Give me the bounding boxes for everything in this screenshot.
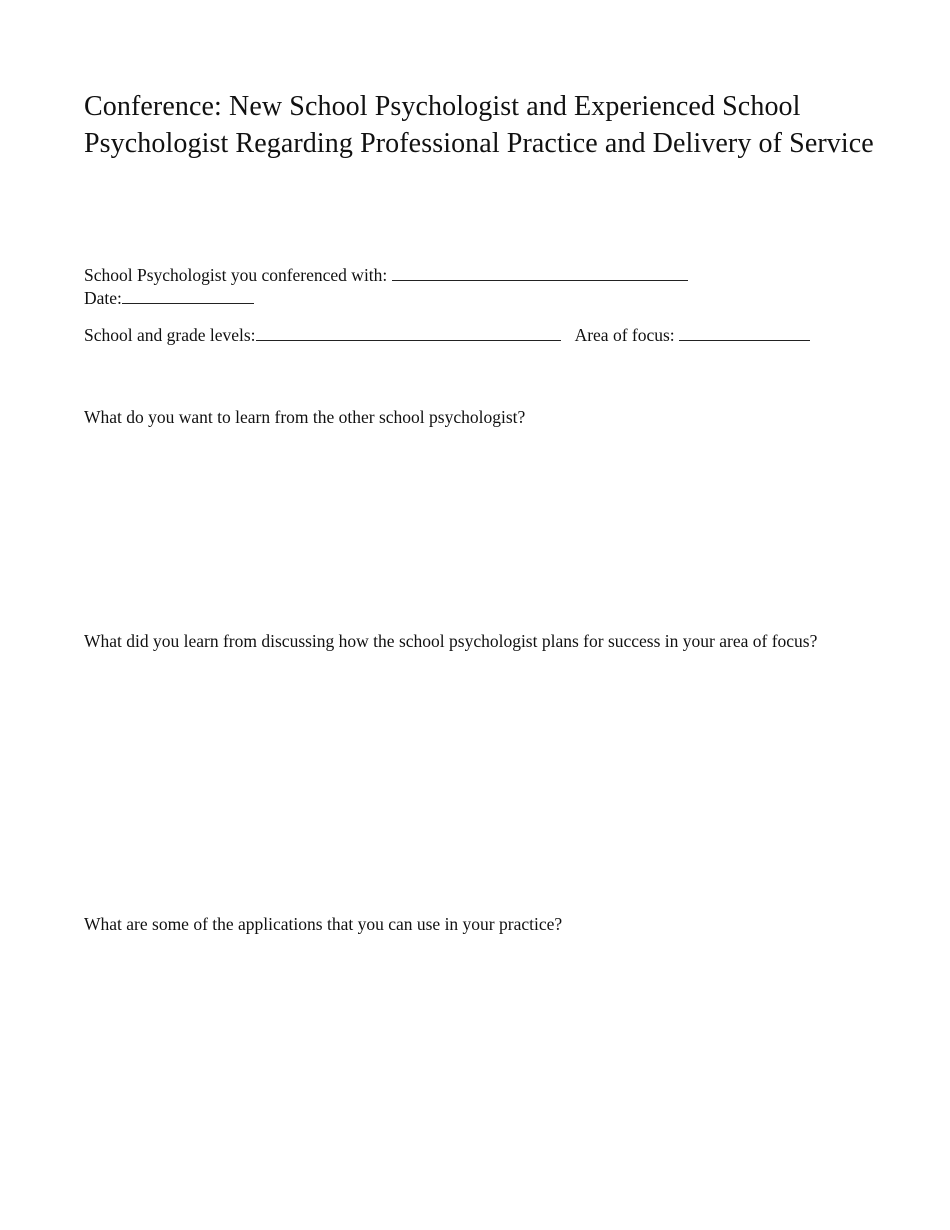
page-title: Conference: New School Psychologist and Experienced School Psychologist Regarding Professional Practice and Delivery of Service: [84, 91, 874, 159]
school-grade-blank[interactable]: [256, 326, 561, 341]
date-blank[interactable]: [122, 289, 254, 304]
psychologist-field-row: [84, 264, 884, 287]
psychologist-blank[interactable]: [392, 266, 688, 281]
date-field-row: [84, 287, 884, 310]
question-applications: What are some of the applications that you can use in your practice?: [84, 914, 563, 934]
date-label: Date:: [84, 288, 122, 308]
question-plans-for-success: What did you learn from discussing how the school psychologist plans for success in your area of focus?: [84, 631, 818, 651]
question-learn-from-other: What do you want to learn from the other school psychologist?: [84, 407, 526, 427]
area-focus-label: Area of focus:: [574, 325, 680, 345]
school-area-field-row: [84, 324, 884, 347]
psychologist-label: School Psychologist you conferenced with:: [84, 265, 392, 285]
document-page: [84, 88, 874, 162]
area-focus-blank[interactable]: [679, 326, 810, 341]
school-grade-label: School and grade levels:: [84, 325, 256, 345]
conference-fields: [84, 264, 884, 347]
